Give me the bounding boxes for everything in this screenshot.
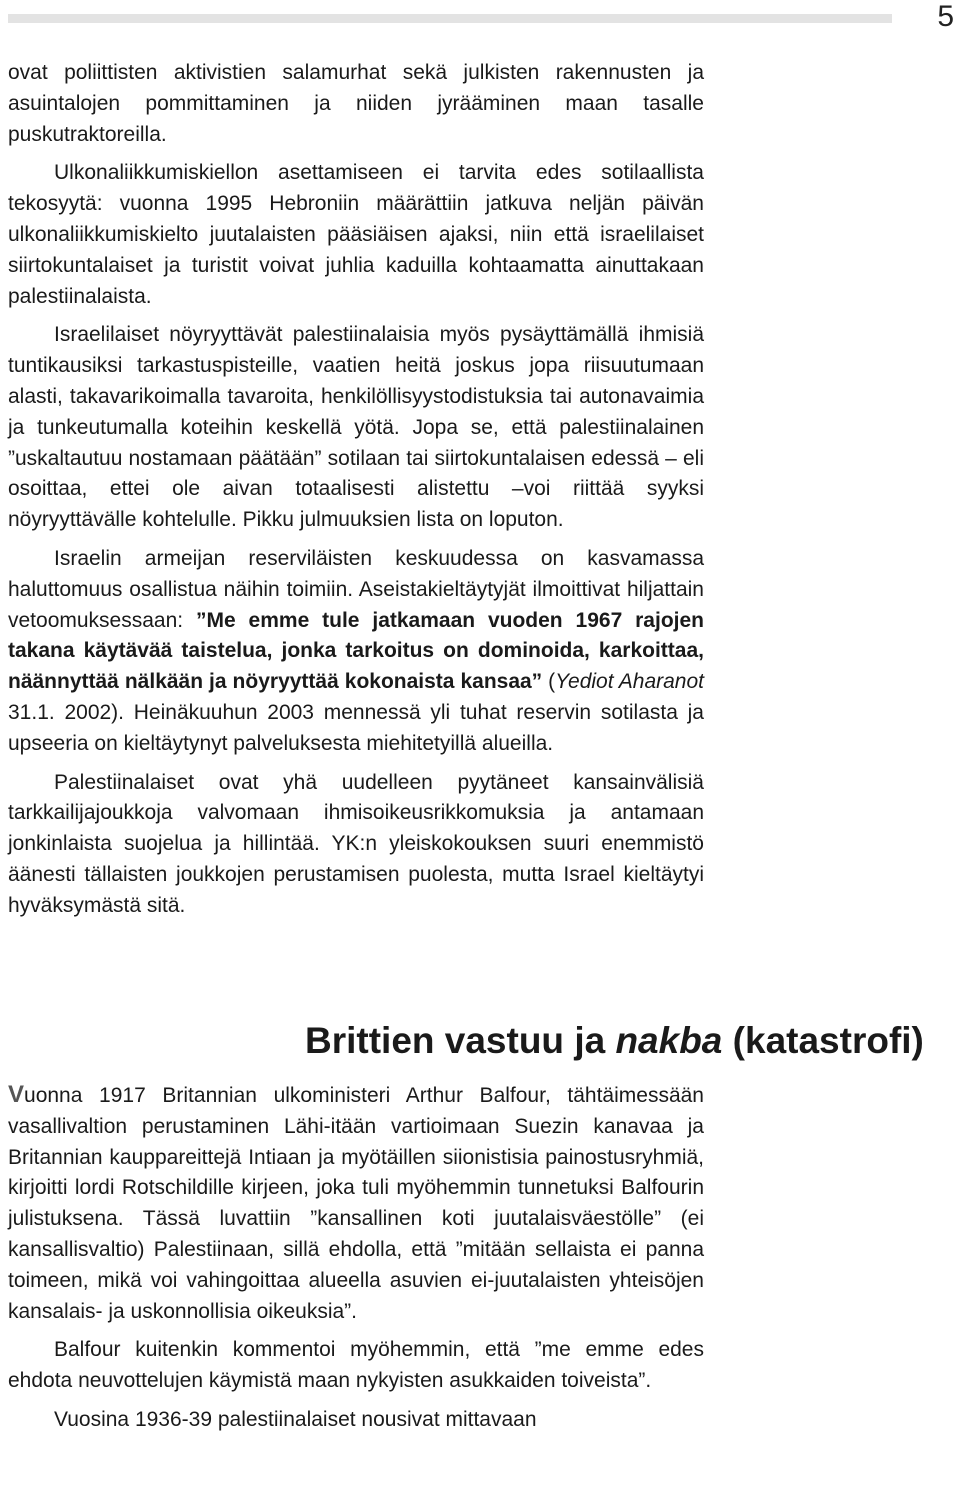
balfour-text: uonna 1917 Britannian ulkoministeri Arthur Balfour, tähtäimessään vasallivaltion perustaminen Lähi-itään vartioimaan Suezin kanavaa ja Britannian kauppareittejä Intiaan ja myötäillen siionistisia painostusryhmiä, kirjoitti lordi Rotschildille kirjeen, joka tuli myöhemmin tunnetuksi Balfourin julistuksena. Tässä luvattiin ”kansallinen koti juutalaisväestölle” (ei kansallisvaltio) Palestiinaan, sillä ehdolla, että ”mitään sellaista ei panna toimeen, mikä voi vahingoittaa alueella asuvien ei-juutalaisten yhteisöjen kansalais- ja uskonnollisia oikeuksia”. [8,1084,704,1323]
source-paren: ( [542,670,556,694]
drop-cap: V [8,1081,25,1108]
paragraph-balfour [8,1080,704,1327]
paragraph-uprising: Vuosina 1936-39 palestiinalaiset nousivat mittavaan [54,1407,537,1431]
body-column [8,58,704,930]
paragraph-balfour-comment: Balfour kuitenkin kommentoi myöhemmin, että ”me emme edes ehdota neuvottelujen käymistä maan nykyisten asukkaiden toiveista”. [8,1338,704,1393]
refuser-quote: ”Me emme tule jatkamaan vuoden 1967 rajojen takana käytävää taistelua, jonka tarkoitus on dominoida, karkoittaa, näännyttää nälkään ja nöyryyttää kokonaista kansaa” [8,608,704,694]
page-number: 5 [937,0,954,33]
paragraph-humiliation: Israelilaiset nöyryyttävät palestiinalaisia myös pysäyttämällä ihmisiä tuntikausiksi tarkastuspisteille, vaatien heitä joskus jopa riisuutumaan alasti, takavarikoimalla tavaroita, henkilöllisyystodistuksia tai autonavaimia ja tunkeutumalla koteihin keskellä yötä. Jopa se, että palestiinalainen ”uskaltautuu nostamaan päätään” sotilaan tai siirtokuntalaisen edessä – eli osoittaa, ettei ole aivan totaalisesti alistettu –voi riittää syyksi nöyryyttävälle kohtelulle. Pikku julmuuksien lista on loputon. [8,323,704,532]
heading-italic: nakba [615,1020,723,1061]
heading-end: (katastrofi) [722,1020,924,1061]
paragraph-curfew: Ulkonaliikkumiskiellon asettamiseen ei tarvita edes sotilaallista tekosyytä: vuonna 1995 Hebroniin määrättiin jatkuva neljän päivän ulkonaliikkumiskielto juutalaisten pääsiäisen ajaksi, niin että israelilaiset siirtokuntalaiset ja turistit voivat juhlia kaduilla kohtaamatta ainuttakaan palestiinalaista. [8,161,704,308]
section-column [8,1080,704,1444]
source-name: Yediot Aharanot [555,670,704,694]
header-rule [8,14,892,23]
paragraph-reservists [8,544,704,760]
paragraph-observers: Palestiinalaiset ovat yhä uudelleen pyytäneet kansainvälisiä tarkkailijajoukkoja valvomaan ihmisoikeusrikkomuksia ja antamaan jonkinlaista suojelua ja hillintää. YK:n yleiskokouksen suuri enemmistö äänesti tällaisten joukkojen perustamisen puolesta, mutta Israel kieltäytyi hyväksymästä sitä. [8,770,704,917]
reservists-end: 31.1. 2002). Heinäkuuhun 2003 mennessä yli tuhat reservin sotilasta ja upseeria on kieltäytynyt palveluksesta miehitetyillä alueilla. [8,700,704,755]
reservists-intro: Israelin armeijan reserviläisten keskuudessa on kasvamassa haluttomuus osallistua näihin toimiin. Aseistakieltäytyjät ilmoittivat hiljattain vetoomuksessaan: [8,546,704,632]
section-heading [305,1020,957,1062]
heading-start: Brittien vastuu ja [305,1020,616,1061]
paragraph-continuation: ovat poliittisten aktivistien salamurhat sekä julkisten rakennusten ja asuintalojen pommittaminen ja niiden jyrääminen maan tasalle puskutraktoreilla. [8,61,704,146]
